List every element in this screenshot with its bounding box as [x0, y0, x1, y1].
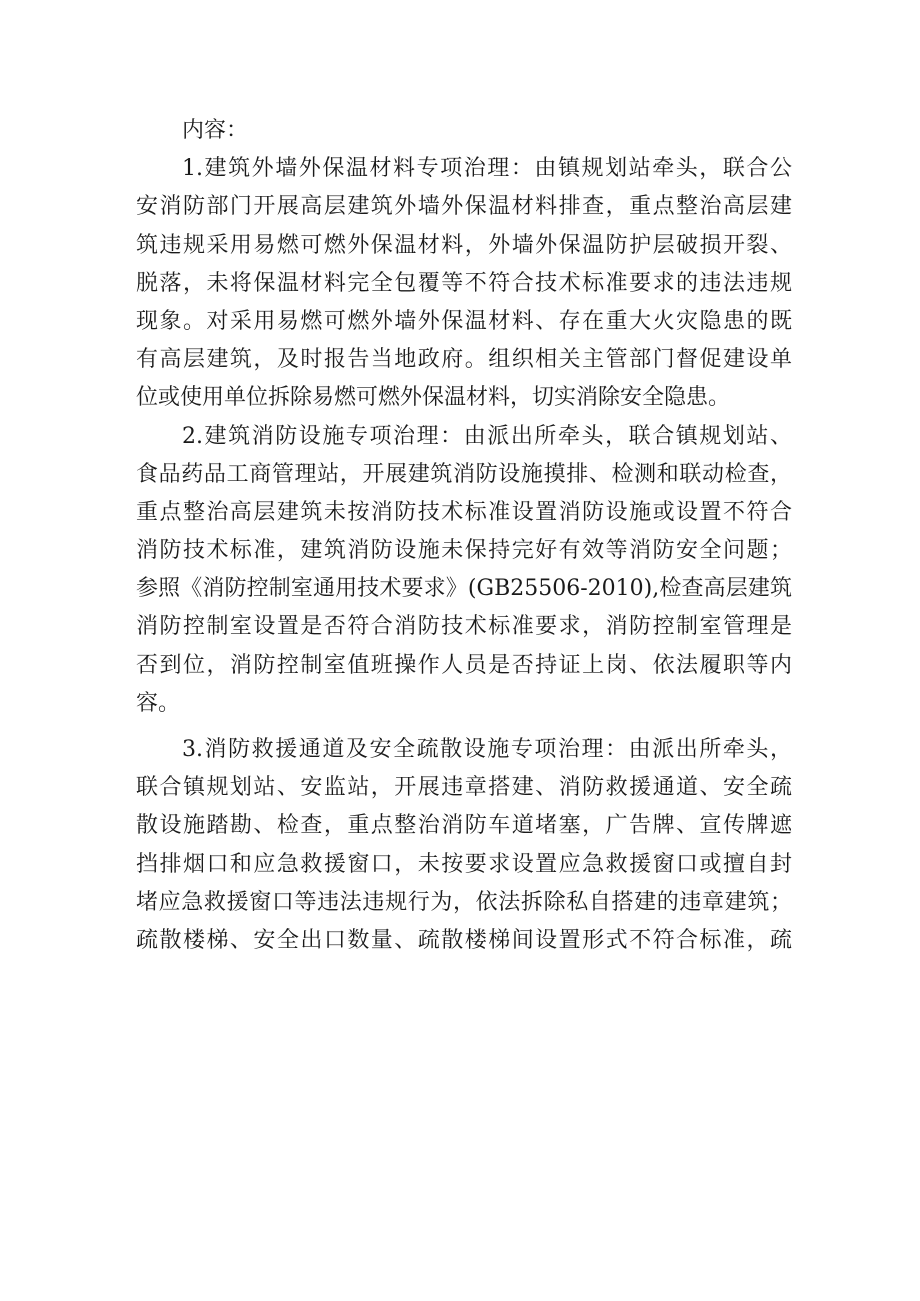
- paragraph-gap: [136, 723, 792, 731]
- text-line: 重点整治高层建筑未按消防技术标准设置消防设施或设置不符合: [136, 499, 792, 525]
- text-line: 否到位，消防控制室值班操作人员是否持证上岗、依法履职等内: [136, 652, 792, 678]
- section-heading: 内容：: [182, 118, 249, 143]
- text-line: 容。: [136, 690, 181, 716]
- text-line: 食品药品工商管理站，开展建筑消防设施摸排、检测和联动检查，: [136, 461, 792, 487]
- text-line: 位或使用单位拆除易燃可燃外保温材料，切实消除安全隐患。: [136, 385, 731, 411]
- text-line: 安消防部门开展高层建筑外墙外保温材料排查，重点整治高层建: [136, 194, 792, 220]
- text-line: 3.消防救援通道及安全疏散设施专项治理：由派出所牵头，: [182, 737, 792, 762]
- text-line: 2.建筑消防设施专项治理：由派出所牵头，联合镇规划站、: [182, 423, 792, 449]
- text-line: 脱落，未将保温材料完全包覆等不符合技术标准要求的违法违规: [136, 270, 792, 296]
- text-line: 消防控制室设置是否符合消防技术标准要求，消防控制室管理是: [136, 614, 792, 640]
- text-line: 有高层建筑，及时报告当地政府。组织相关主管部门督促建设单: [136, 347, 792, 373]
- text-line: 现象。对采用易燃可燃外墙外保温材料、存在重大火灾隐患的既: [136, 308, 792, 334]
- text-line: 联合镇规划站、安监站，开展违章搭建、消防救援通道、安全疏: [136, 775, 792, 801]
- text-line: 散设施踏勘、检查，重点整治消防车道堵塞，广告牌、宣传牌遮: [136, 813, 792, 839]
- text-line: 堵应急救援窗口等违法违规行为，依法拆除私自搭建的违章建筑；: [136, 889, 792, 915]
- text-line: 1.建筑外墙外保温材料专项治理：由镇规划站牵头，联合公: [182, 156, 792, 182]
- text-line: 参照《消防控制室通用技术要求》(GB25506-2010),检查高层建筑: [136, 576, 792, 602]
- text-line: 消防技术标准，建筑消防设施未保持完好有效等消防安全问题；: [136, 538, 792, 564]
- text-line: 筑违规采用易燃可燃外保温材料，外墙外保温防护层破损开裂、: [136, 232, 792, 258]
- text-line: 挡排烟口和应急救援窗口，未按要求设置应急救援窗口或擅自封: [136, 851, 792, 877]
- text-line: 疏散楼梯、安全出口数量、疏散楼梯间设置形式不符合标准，疏: [136, 927, 792, 953]
- document-body: [136, 112, 792, 960]
